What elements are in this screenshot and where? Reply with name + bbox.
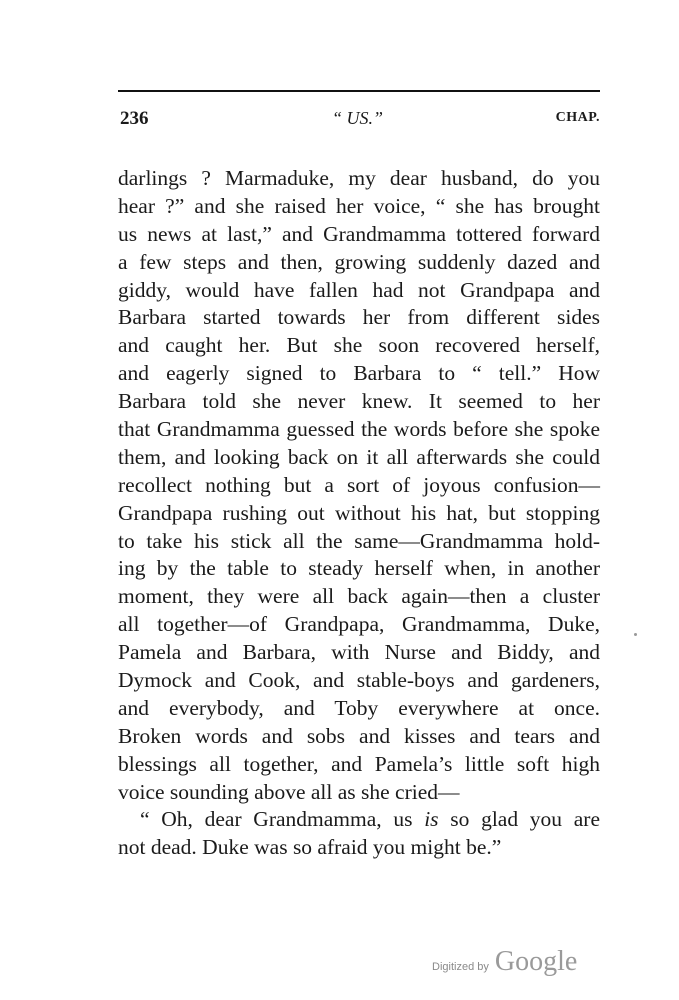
page-number: 236 xyxy=(120,108,149,129)
header-rule xyxy=(118,90,600,92)
scan-speck xyxy=(634,633,637,636)
text-line: hear ?” and she raised her voice, “ she has brought xyxy=(118,193,600,218)
text-line: Barbara told she never knew. It seemed to her xyxy=(118,389,600,414)
text-line: a few steps and then, growing suddenly dazed and xyxy=(118,249,600,274)
watermark-brand: Google xyxy=(494,946,578,977)
text-line: to take his stick all the same—Grandmamma hold- xyxy=(118,528,600,553)
text-line: all together—of Grandpapa, Grandmamma, Duke, xyxy=(118,612,600,637)
watermark-prefix: Digitized by xyxy=(432,961,489,973)
text-line: ing by the table to steady herself when, in another xyxy=(118,556,600,581)
chapter-label: CHAP. xyxy=(555,110,600,125)
quote-text: “ Oh, dear Grandmamma, us xyxy=(140,807,425,832)
text-line: Pamela and Barbara, with Nurse and Biddy, and xyxy=(118,640,600,665)
text-line: that Grandmamma guessed the words before she spoke xyxy=(118,417,600,442)
text-line: recollect nothing but a sort of joyous confusion— xyxy=(118,472,600,497)
quote-line: not dead. Duke was so afraid you might be.” xyxy=(118,835,502,860)
text-line: and caught her. But she soon recovered herself, xyxy=(118,333,600,358)
quote-text: so glad you are xyxy=(438,807,600,832)
body-text xyxy=(118,165,600,862)
running-header xyxy=(120,108,600,132)
text-line: Broken words and sobs and kisses and tears and xyxy=(118,723,600,748)
text-line: Barbara started towards her from different sides xyxy=(118,305,600,330)
digitization-watermark xyxy=(432,946,577,976)
text-line: and everybody, and Toby everywhere at once. xyxy=(118,695,600,720)
text-line: Dymock and Cook, and stable-boys and gardeners, xyxy=(118,668,600,693)
quote-emphasis: is xyxy=(424,807,439,832)
text-line: voice sounding above all as she cried— xyxy=(118,779,460,804)
running-title: “ US.” xyxy=(332,108,384,128)
quote-line xyxy=(118,806,600,834)
text-line: blessings all together, and Pamela’s little soft high xyxy=(118,751,600,776)
text-line: darlings ? Marmaduke, my dear husband, do you xyxy=(118,166,600,190)
text-line: them, and looking back on it all afterwards she could xyxy=(118,444,600,469)
text-line: moment, they were all back again—then a cluster xyxy=(118,584,600,609)
text-line: Grandpapa rushing out without his hat, but stopping xyxy=(118,500,600,525)
text-line: giddy, would have fallen had not Grandpapa and xyxy=(118,277,600,302)
text-line: us news at last,” and Grandmamma tottered forward xyxy=(118,221,600,246)
text-line: and eagerly signed to Barbara to “ tell.” How xyxy=(118,361,600,386)
